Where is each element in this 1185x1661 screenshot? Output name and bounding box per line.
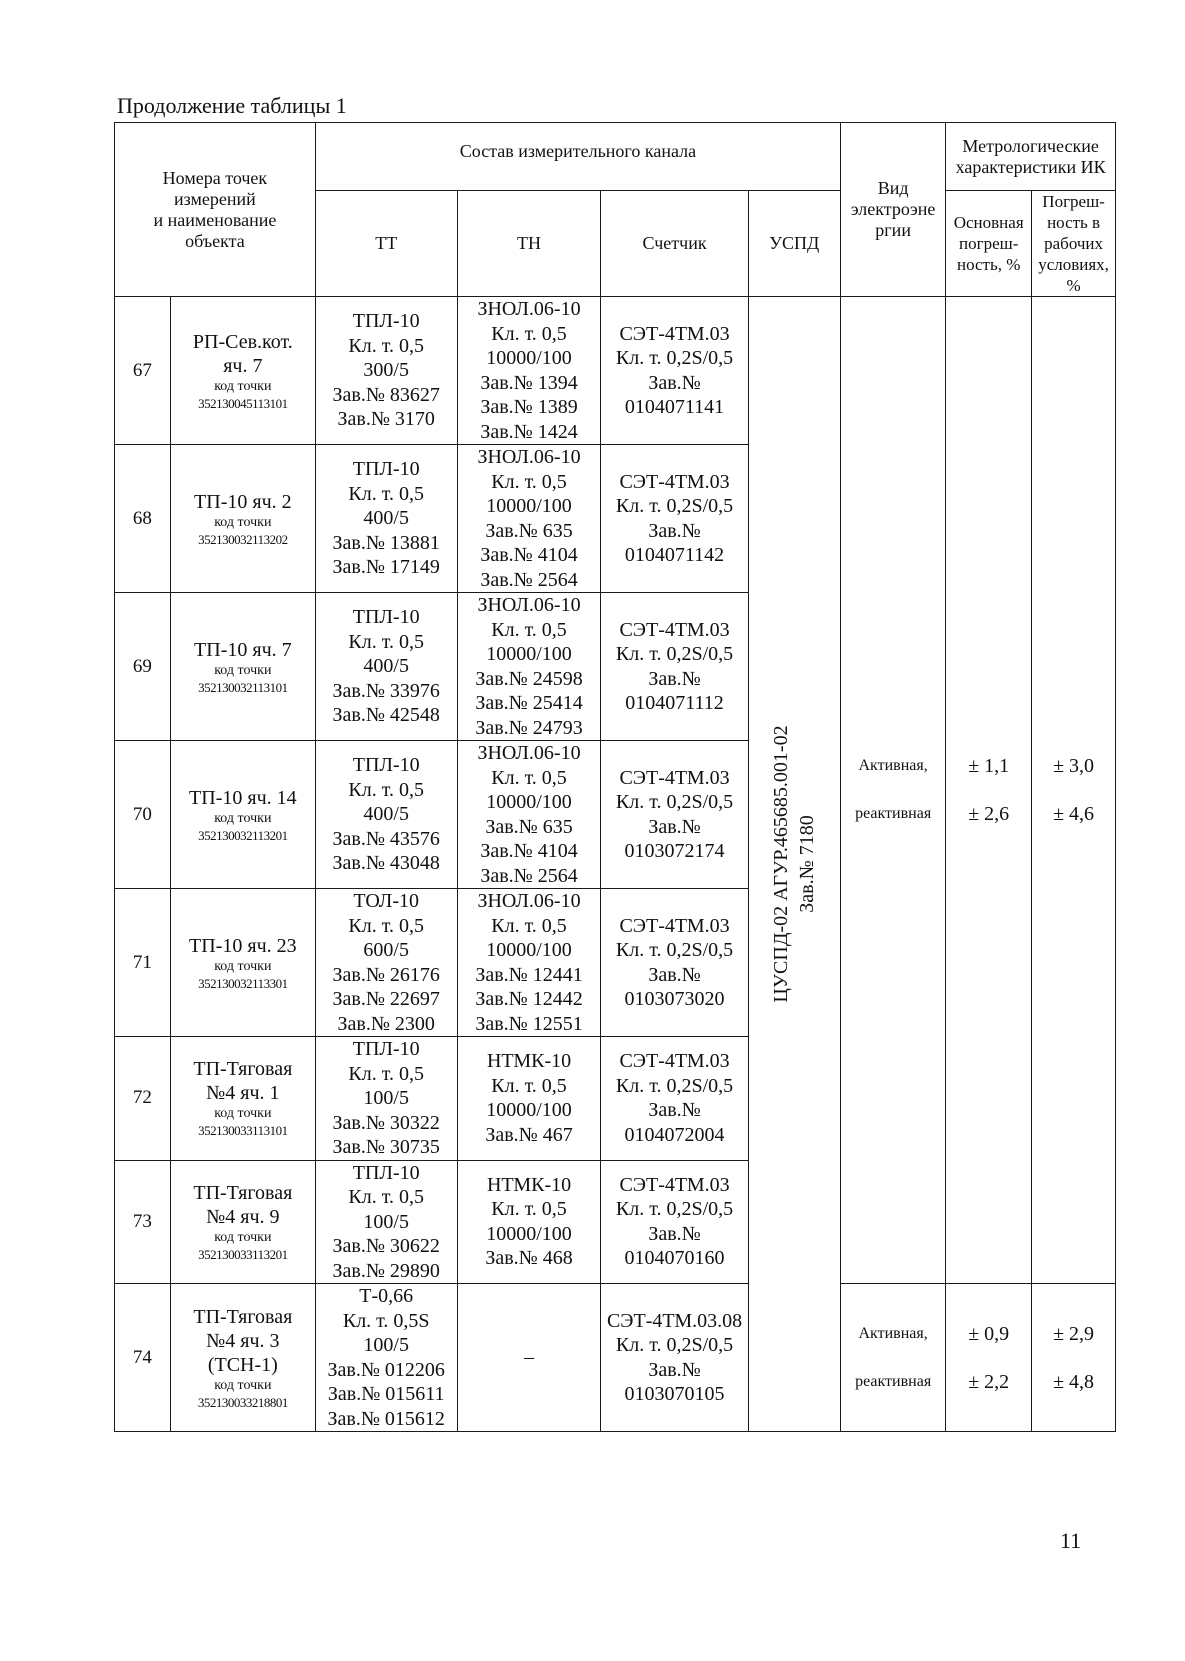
row-number: 73 <box>115 1160 171 1284</box>
row-counter: СЭТ-4ТМ.03 Кл. т. 0,2S/0,5 Зав.№ 0104071112 <box>601 593 748 741</box>
row-tt: Т-0,66 Кл. т. 0,5S 100/5 Зав.№ 012206 Зав.№ 015611 Зав.№ 015612 <box>315 1284 457 1432</box>
row-tt: ТПЛ-10 Кл. т. 0,5 400/5 Зав.№ 33976 Зав.№ 42548 <box>315 593 457 741</box>
header-energy-type: Вид электроэне ргии <box>841 123 946 297</box>
table-row <box>115 297 1116 445</box>
measurement-channels-table <box>114 122 1116 1432</box>
header-composition: Состав измерительного канала <box>315 123 840 191</box>
row-tt: ТПЛ-10 Кл. т. 0,5 100/5 Зав.№ 30322 Зав.№ 30735 <box>315 1037 457 1161</box>
row-counter: СЭТ-4ТМ.03 Кл. т. 0,2S/0,5 Зав.№ 0103072174 <box>601 741 748 889</box>
uspd-serial: Зав.№ 7180 <box>796 815 819 913</box>
row-object: ТП-10 яч. 7 код точки 352130032113101 <box>170 593 315 741</box>
row-counter: СЭТ-4ТМ.03 Кл. т. 0,2S/0,5 Зав.№ 0103073020 <box>601 889 748 1037</box>
row-tn: ЗНОЛ.06-10 Кл. т. 0,5 10000/100 Зав.№ 24598 Зав.№ 25414 Зав.№ 24793 <box>457 593 601 741</box>
row-number: 70 <box>115 741 171 889</box>
row-counter: СЭТ-4ТМ.03 Кл. т. 0,2S/0,5 Зав.№ 0104070160 <box>601 1160 748 1284</box>
header-points: Номера точек измерений и наименование объекта <box>115 123 316 297</box>
work-error-group1: ± 3,0 ± 4,6 <box>1032 297 1116 1284</box>
basic-error-group2: ± 0,9 ± 2,2 <box>946 1284 1032 1432</box>
row-number: 67 <box>115 297 171 445</box>
basic-error-group1: ± 1,1 ± 2,6 <box>946 297 1032 1284</box>
row-tn: ЗНОЛ.06-10 Кл. т. 0,5 10000/100 Зав.№ 635 Зав.№ 4104 Зав.№ 2564 <box>457 741 601 889</box>
row-object: ТП-10 яч. 14 код точки 352130032113201 <box>170 741 315 889</box>
row-counter: СЭТ-4ТМ.03.08 Кл. т. 0,2S/0,5 Зав.№ 0103070105 <box>601 1284 748 1432</box>
row-tn: ЗНОЛ.06-10 Кл. т. 0,5 10000/100 Зав.№ 12441 Зав.№ 12442 Зав.№ 12551 <box>457 889 601 1037</box>
header-basic-error: Основная погреш- ность, % <box>946 191 1032 297</box>
header-counter: Счетчик <box>601 191 748 297</box>
row-tt: ТПЛ-10 Кл. т. 0,5 300/5 Зав.№ 83627 Зав.№ 3170 <box>315 297 457 445</box>
row-tn: – <box>457 1284 601 1432</box>
energy-type-group2: Активная, реактивная <box>841 1284 946 1432</box>
row-object: ТП-Тяговая №4 яч. 1 код точки 352130033113101 <box>170 1037 315 1161</box>
row-object: ТП-Тяговая №4 яч. 9 код точки 352130033113201 <box>170 1160 315 1284</box>
uspd-cell <box>748 297 840 1432</box>
row-tn: НТМК-10 Кл. т. 0,5 10000/100 Зав.№ 468 <box>457 1160 601 1284</box>
header-tt: ТТ <box>315 191 457 297</box>
row-tt: ТПЛ-10 Кл. т. 0,5 400/5 Зав.№ 43576 Зав.№ 43048 <box>315 741 457 889</box>
row-number: 69 <box>115 593 171 741</box>
row-object: ТП-10 яч. 23 код точки 352130032113301 <box>170 889 315 1037</box>
header-work-error: Погреш- ность в рабочих условиях, % <box>1032 191 1116 297</box>
header-tn: ТН <box>457 191 601 297</box>
row-tn: ЗНОЛ.06-10 Кл. т. 0,5 10000/100 Зав.№ 635 Зав.№ 4104 Зав.№ 2564 <box>457 445 601 593</box>
header-metrological: Метрологические характеристики ИК <box>946 123 1116 191</box>
row-counter: СЭТ-4ТМ.03 Кл. т. 0,2S/0,5 Зав.№ 0104071141 <box>601 297 748 445</box>
table-caption: Продолжение таблицы 1 <box>117 93 347 118</box>
row-number: 71 <box>115 889 171 1037</box>
row-counter: СЭТ-4ТМ.03 Кл. т. 0,2S/0,5 Зав.№ 0104071142 <box>601 445 748 593</box>
uspd-model: ЦУСПД-02 АГУР.465685.001-02 <box>770 725 793 1003</box>
energy-type-group1: Активная, реактивная <box>841 297 946 1284</box>
table-row <box>115 1284 1116 1432</box>
header-uspd: УСПД <box>748 191 840 297</box>
row-object: ТП-10 яч. 2 код точки 352130032113202 <box>170 445 315 593</box>
row-tt: ТОЛ-10 Кл. т. 0,5 600/5 Зав.№ 26176 Зав.№ 22697 Зав.№ 2300 <box>315 889 457 1037</box>
row-number: 72 <box>115 1037 171 1161</box>
row-object: ТП-Тяговая №4 яч. 3 (ТСН-1) код точки 352130033218801 <box>170 1284 315 1432</box>
row-tt: ТПЛ-10 Кл. т. 0,5 100/5 Зав.№ 30622 Зав.№ 29890 <box>315 1160 457 1284</box>
row-tn: НТМК-10 Кл. т. 0,5 10000/100 Зав.№ 467 <box>457 1037 601 1161</box>
page-number: 11 <box>1060 1528 1082 1553</box>
row-number: 74 <box>115 1284 171 1432</box>
row-number: 68 <box>115 445 171 593</box>
work-error-group2: ± 2,9 ± 4,8 <box>1032 1284 1116 1432</box>
row-object: РП-Сев.кот. яч. 7 код точки 352130045113101 <box>170 297 315 445</box>
row-tn: ЗНОЛ.06-10 Кл. т. 0,5 10000/100 Зав.№ 1394 Зав.№ 1389 Зав.№ 1424 <box>457 297 601 445</box>
row-tt: ТПЛ-10 Кл. т. 0,5 400/5 Зав.№ 13881 Зав.№ 17149 <box>315 445 457 593</box>
row-counter: СЭТ-4ТМ.03 Кл. т. 0,2S/0,5 Зав.№ 0104072004 <box>601 1037 748 1161</box>
